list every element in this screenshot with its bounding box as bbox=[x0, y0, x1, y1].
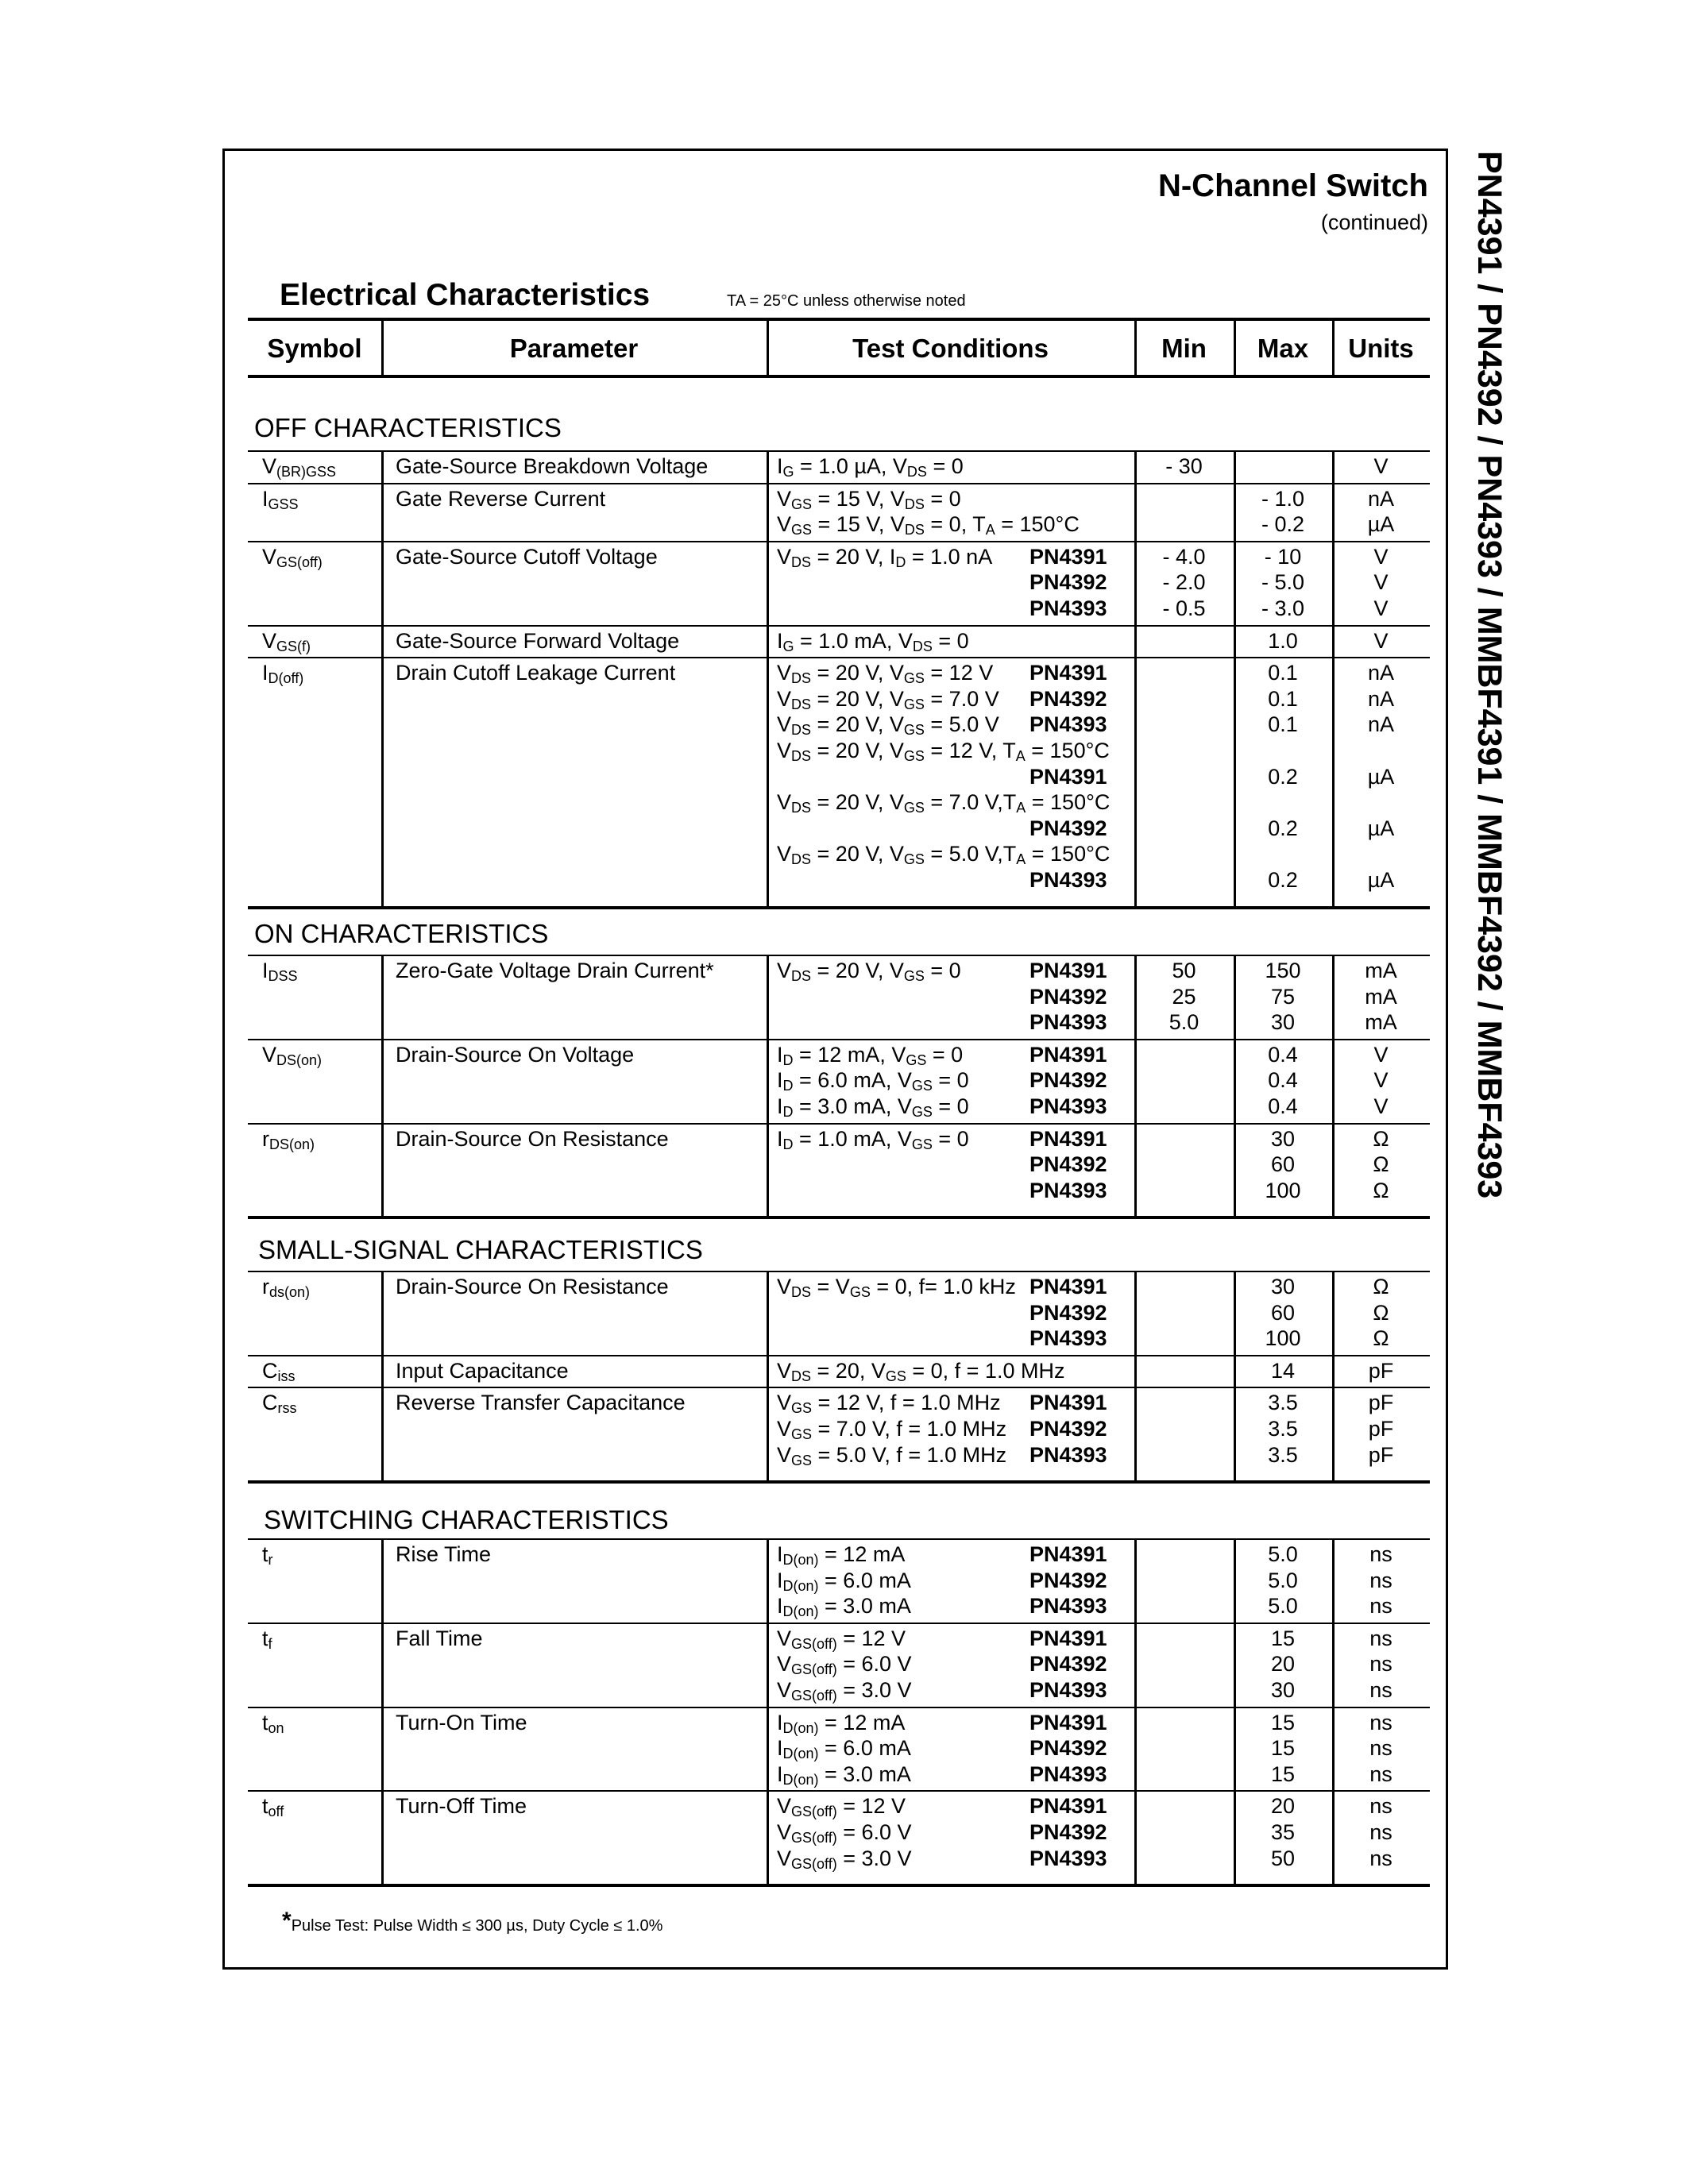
unit-value: nA bbox=[1367, 486, 1395, 511]
col-separator bbox=[1234, 450, 1236, 906]
part-number: PN4391 bbox=[1029, 1275, 1107, 1298]
row-separator bbox=[248, 483, 1430, 484]
row-separator bbox=[248, 1039, 1430, 1040]
parameter-cell: Zero-Gate Voltage Drain Current* bbox=[396, 959, 714, 982]
col-separator bbox=[381, 1538, 384, 1884]
max-value: 150 bbox=[1265, 959, 1301, 982]
part-number: PN4392 bbox=[1029, 1068, 1107, 1093]
col-separator bbox=[767, 1271, 769, 1480]
parameter-cell: Fall Time bbox=[396, 1626, 483, 1650]
unit-value: ns bbox=[1369, 1626, 1393, 1650]
ta-note: TA = 25°C unless otherwise noted bbox=[727, 292, 966, 310]
parameter-cell: Rise Time bbox=[396, 1542, 492, 1566]
parameter-cell: Drain-Source On Resistance bbox=[396, 1275, 669, 1298]
min-value: - 4.0 bbox=[1162, 544, 1206, 569]
column-header-units: Units bbox=[1348, 334, 1414, 363]
parameter-cell: Drain-Source On Voltage bbox=[396, 1042, 635, 1067]
unit-value: ns bbox=[1369, 1846, 1393, 1870]
group-bottom-rule bbox=[248, 906, 1430, 909]
max-value: 60 bbox=[1270, 1152, 1296, 1177]
col-separator bbox=[1134, 450, 1137, 906]
row-separator bbox=[248, 1387, 1430, 1388]
symbol-cell: $r_{ds(on)}$ bbox=[262, 1275, 311, 1300]
max-value: 3.5 bbox=[1268, 1391, 1298, 1415]
parameter-cell: Gate-Source Cutoff Voltage bbox=[396, 544, 658, 569]
unit-value: ns bbox=[1369, 1794, 1393, 1819]
test-condition: $V_{GS} = 5.0$ V, f = 1.0 MHz bbox=[777, 1442, 1007, 1468]
test-condition: $V_{DS} = 20$ V, $I_D = 1.0$ nA bbox=[777, 544, 993, 570]
test-condition: $I_{D(on)} = 12$ mA bbox=[777, 1542, 906, 1568]
min-value: - 0.5 bbox=[1162, 596, 1206, 620]
unit-value: µA bbox=[1367, 816, 1395, 840]
part-number: PN4391 bbox=[1029, 544, 1107, 569]
part-number: PN4393 bbox=[1029, 1178, 1107, 1202]
header-subtitle: (continued) bbox=[1320, 210, 1428, 234]
symbol-cell: $t_{off}$ bbox=[262, 1794, 284, 1820]
part-number: PN4393 bbox=[1029, 596, 1107, 620]
max-value: - 5.0 bbox=[1261, 570, 1305, 595]
row-separator bbox=[248, 1355, 1430, 1356]
unit-value: V bbox=[1373, 570, 1389, 595]
part-number: PN4393 bbox=[1029, 1442, 1107, 1467]
max-value: 0.1 bbox=[1268, 686, 1298, 711]
unit-value: ns bbox=[1369, 1761, 1393, 1786]
part-number: PN4391 bbox=[1029, 1794, 1107, 1819]
col-separator bbox=[767, 955, 769, 1216]
unit-value: ns bbox=[1369, 1568, 1393, 1592]
parameter-cell: Input Capacitance bbox=[396, 1358, 569, 1383]
max-value: 15 bbox=[1270, 1761, 1296, 1786]
max-value: 60 bbox=[1270, 1300, 1296, 1325]
part-number: PN4391 bbox=[1029, 1126, 1107, 1151]
col-separator bbox=[767, 450, 769, 906]
part-number: PN4392 bbox=[1029, 1736, 1107, 1761]
unit-value: V bbox=[1373, 628, 1389, 653]
test-condition: $V_{GS} = 12$ V, f = 1.0 MHz bbox=[777, 1391, 1001, 1417]
part-number: PN4391 bbox=[1029, 1710, 1107, 1734]
part-number: PN4391 bbox=[1029, 1391, 1107, 1415]
part-number: PN4392 bbox=[1029, 1652, 1107, 1677]
max-value: - 10 bbox=[1264, 544, 1302, 569]
max-value: 30 bbox=[1270, 1010, 1296, 1035]
test-condition: $V_{GS(off)} = 3.0$ V bbox=[777, 1846, 912, 1872]
symbol-cell: $I_{DSS}$ bbox=[262, 959, 298, 984]
column-header-test-conditions: Test Conditions bbox=[852, 334, 1049, 363]
unit-value: nA bbox=[1367, 712, 1395, 737]
group-bottom-rule bbox=[248, 1216, 1430, 1219]
test-condition: $I_G = 1.0$ µA, $V_{DS} = 0$ bbox=[777, 454, 964, 480]
part-number: PN4391 bbox=[1029, 1542, 1107, 1566]
symbol-cell: $V_{DS(on)}$ bbox=[262, 1042, 323, 1068]
part-number: PN4392 bbox=[1029, 1820, 1107, 1844]
max-value: 35 bbox=[1270, 1820, 1296, 1844]
test-condition: $V_{DS} = 20$ V, $V_{GS} = 12$ V bbox=[777, 661, 994, 687]
test-condition: $I_{D(on)} = 3.0$ mA bbox=[777, 1594, 911, 1620]
unit-value: ns bbox=[1369, 1736, 1393, 1761]
column-header-symbol: Symbol bbox=[267, 334, 362, 363]
max-value: 3.5 bbox=[1268, 1442, 1298, 1467]
unit-value: Ω bbox=[1373, 1126, 1389, 1151]
min-value: 5.0 bbox=[1168, 1010, 1199, 1035]
test-condition: $V_{DS} = 20$ V, $V_{GS} = 5.0$ V bbox=[777, 712, 999, 739]
unit-value: V bbox=[1373, 1042, 1389, 1067]
parameter-cell: Reverse Transfer Capacitance bbox=[396, 1391, 686, 1415]
part-number: PN4393 bbox=[1029, 868, 1107, 892]
part-number: PN4391 bbox=[1029, 764, 1107, 789]
unit-value: Ω bbox=[1373, 1178, 1389, 1202]
symbol-cell: $V_{(BR)GSS}$ bbox=[262, 454, 337, 480]
unit-value: V bbox=[1373, 544, 1389, 569]
test-condition: $V_{GS(off)} = 12$ V bbox=[777, 1626, 906, 1652]
unit-value: nA bbox=[1367, 686, 1395, 711]
max-value: 100 bbox=[1265, 1326, 1301, 1351]
part-number: PN4393 bbox=[1029, 1678, 1107, 1702]
row-separator bbox=[248, 541, 1430, 542]
unit-value: V bbox=[1373, 454, 1389, 478]
unit-value: pF bbox=[1368, 1391, 1394, 1415]
min-value: 25 bbox=[1172, 984, 1196, 1009]
part-number: PN4393 bbox=[1029, 1326, 1107, 1351]
section-heading: SWITCHING CHARACTERISTICS bbox=[264, 1505, 669, 1534]
parameter-cell: Drain-Source On Resistance bbox=[396, 1126, 669, 1151]
max-value: 15 bbox=[1270, 1710, 1296, 1734]
symbol-cell: $I_{D(off)}$ bbox=[262, 661, 304, 687]
max-value: 0.2 bbox=[1268, 868, 1298, 892]
row-separator bbox=[248, 1623, 1430, 1624]
max-value: 30 bbox=[1270, 1678, 1296, 1702]
test-condition: $I_D = 12$ mA, $V_{GS} = 0$ bbox=[777, 1042, 964, 1068]
row-separator bbox=[248, 657, 1430, 658]
unit-value: V bbox=[1373, 596, 1389, 620]
test-condition: $V_{GS(off)} = 3.0$ V bbox=[777, 1678, 912, 1704]
unit-value: V bbox=[1373, 1094, 1389, 1118]
max-value: 0.2 bbox=[1268, 764, 1298, 789]
max-value: - 0.2 bbox=[1261, 512, 1305, 537]
col-separator bbox=[1134, 1271, 1137, 1480]
col-separator bbox=[1234, 1538, 1236, 1884]
unit-value: mA bbox=[1365, 1010, 1397, 1035]
test-condition: $V_{GS} = 15$ V, $V_{DS} = 0$, $T_A = 150^\circ C$ bbox=[777, 512, 1080, 538]
column-header-max: Max bbox=[1257, 334, 1309, 363]
part-number: PN4393 bbox=[1029, 1846, 1107, 1870]
max-value: 15 bbox=[1270, 1736, 1296, 1761]
section-heading: OFF CHARACTERISTICS bbox=[254, 413, 562, 442]
group-bottom-rule bbox=[248, 1480, 1430, 1484]
section-heading: ON CHARACTERISTICS bbox=[254, 919, 549, 948]
footnote bbox=[282, 1908, 662, 1935]
part-number: PN4393 bbox=[1029, 1594, 1107, 1619]
part-number: PN4393 bbox=[1029, 1761, 1107, 1786]
test-condition: $V_{DS} = V_{GS} = 0$, f= 1.0 kHz bbox=[777, 1275, 1016, 1300]
parameter-cell: Gate Reverse Current bbox=[396, 486, 606, 511]
min-value: - 2.0 bbox=[1162, 570, 1206, 595]
column-header-min: Min bbox=[1161, 334, 1207, 363]
col-separator bbox=[1332, 450, 1335, 906]
unit-value: pF bbox=[1368, 1417, 1394, 1441]
part-number: PN4391 bbox=[1029, 1042, 1107, 1067]
max-value: 30 bbox=[1270, 1126, 1296, 1151]
part-number: PN4392 bbox=[1029, 984, 1107, 1009]
max-value: 50 bbox=[1270, 1846, 1296, 1870]
max-value: 1.0 bbox=[1268, 628, 1298, 653]
symbol-cell: $t_r$ bbox=[262, 1542, 273, 1568]
max-value: 0.4 bbox=[1268, 1042, 1298, 1067]
footnote-star: * bbox=[282, 1908, 292, 1934]
test-condition: $I_D = 6.0$ mA, $V_{GS} = 0$ bbox=[777, 1068, 969, 1094]
max-value: 0.2 bbox=[1268, 816, 1298, 840]
part-number: PN4393 bbox=[1029, 1010, 1107, 1035]
test-condition: $V_{DS} = 20$ V, $V_{GS} = 7.0$ $V,T_A = 150^\circ C$ bbox=[777, 790, 1111, 816]
test-condition: $V_{DS} = 20$ V, $V_{GS} = 7.0$ V bbox=[777, 686, 999, 712]
row-separator bbox=[248, 625, 1430, 627]
parameter-cell: Turn-Off Time bbox=[396, 1794, 527, 1819]
col-separator bbox=[1332, 1538, 1335, 1884]
max-value: 0.1 bbox=[1268, 712, 1298, 737]
col-separator bbox=[1332, 1271, 1335, 1480]
unit-value: ns bbox=[1369, 1594, 1393, 1619]
section-heading: SMALL-SIGNAL CHARACTERISTICS bbox=[258, 1235, 703, 1264]
col-separator bbox=[767, 1538, 769, 1884]
test-condition: $I_{D(on)} = 12$ mA bbox=[777, 1710, 906, 1736]
max-value: - 1.0 bbox=[1261, 486, 1305, 511]
unit-value: µA bbox=[1367, 764, 1395, 789]
symbol-cell: $C_{iss}$ bbox=[262, 1358, 295, 1384]
max-value: 0.1 bbox=[1268, 661, 1298, 685]
row-separator bbox=[248, 1790, 1430, 1792]
unit-value: V bbox=[1373, 1068, 1389, 1093]
parameter-cell: Turn-On Time bbox=[396, 1710, 527, 1734]
row-separator bbox=[248, 955, 1430, 956]
part-number: PN4392 bbox=[1029, 686, 1107, 711]
test-condition: $I_{D(on)} = 6.0$ mA bbox=[777, 1736, 911, 1762]
test-condition: $V_{DS} = 20$ V, $V_{GS} = 12$ V, $T_A = 150^\circ C$ bbox=[777, 739, 1110, 764]
unit-value: ns bbox=[1369, 1678, 1393, 1702]
max-value: - 3.0 bbox=[1261, 596, 1305, 620]
symbol-cell: $t_{on}$ bbox=[262, 1710, 284, 1736]
unit-value: nA bbox=[1367, 661, 1395, 685]
part-number: PN4392 bbox=[1029, 1568, 1107, 1592]
symbol-cell: $C_{rss}$ bbox=[262, 1391, 297, 1417]
max-value: 30 bbox=[1270, 1275, 1296, 1298]
symbol-cell: $V_{GS(off)}$ bbox=[262, 544, 323, 570]
test-condition: $V_{DS} = 20$ V, $V_{GS} = 0$ bbox=[777, 959, 961, 984]
unit-value: µA bbox=[1367, 868, 1395, 892]
unit-value: Ω bbox=[1373, 1300, 1389, 1325]
column-header-parameter: Parameter bbox=[509, 334, 639, 363]
max-value: 5.0 bbox=[1268, 1594, 1298, 1619]
part-number: PN4393 bbox=[1029, 1094, 1107, 1118]
symbol-cell: $I_{GSS}$ bbox=[262, 486, 299, 512]
row-separator bbox=[248, 1538, 1430, 1540]
symbol-cell: $t_f$ bbox=[262, 1626, 272, 1652]
unit-value: ns bbox=[1369, 1542, 1393, 1566]
part-number: PN4392 bbox=[1029, 1152, 1107, 1177]
section-title: Electrical Characteristics bbox=[280, 278, 651, 312]
unit-value: pF bbox=[1368, 1358, 1394, 1383]
max-value: 5.0 bbox=[1268, 1568, 1298, 1592]
col-separator bbox=[1234, 955, 1236, 1216]
unit-value: ns bbox=[1369, 1652, 1393, 1677]
part-number: PN4392 bbox=[1029, 1417, 1107, 1441]
part-number: PN4392 bbox=[1029, 816, 1107, 840]
row-separator bbox=[248, 450, 1430, 452]
unit-value: mA bbox=[1365, 959, 1397, 982]
max-value: 100 bbox=[1265, 1178, 1301, 1202]
max-value: 5.0 bbox=[1268, 1542, 1298, 1566]
part-number: PN4391 bbox=[1029, 1626, 1107, 1650]
parameter-cell: Drain Cutoff Leakage Current bbox=[396, 661, 676, 685]
test-condition: $I_D = 3.0$ mA, $V_{GS} = 0$ bbox=[777, 1094, 969, 1120]
parameter-cell: Gate-Source Breakdown Voltage bbox=[396, 454, 709, 478]
footnote-text: Pulse Test: Pulse Width ≤ 300 µs, Duty Cycle ≤ 1.0% bbox=[291, 1917, 663, 1935]
col-separator bbox=[1332, 955, 1335, 1216]
min-value: 50 bbox=[1172, 959, 1196, 982]
symbol-cell: $V_{GS(f)}$ bbox=[262, 628, 311, 654]
col-separator bbox=[381, 1271, 384, 1480]
test-condition: $I_{D(on)} = 6.0$ mA bbox=[777, 1568, 911, 1594]
unit-value: pF bbox=[1368, 1442, 1394, 1467]
row-separator bbox=[248, 1707, 1430, 1708]
col-separator bbox=[381, 955, 384, 1216]
unit-value: Ω bbox=[1373, 1152, 1389, 1177]
col-separator bbox=[1134, 1538, 1137, 1884]
max-value: 15 bbox=[1270, 1626, 1296, 1650]
unit-value: mA bbox=[1365, 984, 1397, 1009]
max-value: 20 bbox=[1270, 1652, 1296, 1677]
col-separator bbox=[1234, 1271, 1236, 1480]
max-value: 0.4 bbox=[1268, 1068, 1298, 1093]
test-condition: $V_{GS} = 15$ V, $V_{DS} = 0$ bbox=[777, 486, 961, 512]
test-condition: $I_{D(on)} = 3.0$ mA bbox=[777, 1761, 911, 1788]
row-separator bbox=[248, 1123, 1430, 1125]
part-number: PN4392 bbox=[1029, 570, 1107, 595]
test-condition: $V_{GS(off)} = 6.0$ V bbox=[777, 1652, 912, 1678]
group-bottom-rule bbox=[248, 1884, 1430, 1887]
max-value: 14 bbox=[1270, 1358, 1296, 1383]
max-value: 3.5 bbox=[1268, 1417, 1298, 1441]
unit-value: ns bbox=[1369, 1820, 1393, 1844]
max-value: 20 bbox=[1270, 1794, 1296, 1819]
max-value: 75 bbox=[1270, 984, 1296, 1009]
row-separator bbox=[248, 1271, 1430, 1272]
symbol-cell: $r_{DS(on)}$ bbox=[262, 1126, 315, 1152]
part-number: PN4393 bbox=[1029, 712, 1107, 737]
min-value: - 30 bbox=[1165, 454, 1203, 478]
unit-value: Ω bbox=[1373, 1275, 1389, 1298]
part-number: PN4391 bbox=[1029, 661, 1107, 685]
max-value: 0.4 bbox=[1268, 1094, 1298, 1118]
unit-value: µA bbox=[1367, 512, 1395, 537]
test-condition: $I_G = 1.0$ mA, $V_{DS} = 0$ bbox=[777, 628, 969, 654]
unit-value: ns bbox=[1369, 1710, 1393, 1734]
test-condition: $V_{GS(off)} = 6.0$ V bbox=[777, 1820, 912, 1846]
test-condition: $V_{GS(off)} = 12$ V bbox=[777, 1794, 906, 1820]
test-condition: $V_{GS} = 7.0$ V, f = 1.0 MHz bbox=[777, 1417, 1007, 1442]
part-number: PN4392 bbox=[1029, 1300, 1107, 1325]
side-title: PN4391 / PN4392 / PN4393 / MMBF4391 / MMBF4392 / MMBF4393 bbox=[1470, 151, 1508, 1199]
header-title: N-Channel Switch bbox=[1157, 168, 1428, 203]
test-condition: $V_{DS} = 20$ V, $V_{GS} = 5.0$ $V,T_A = 150^\circ C$ bbox=[777, 842, 1111, 868]
parameter-cell: Gate-Source Forward Voltage bbox=[396, 628, 680, 653]
test-condition: $I_D = 1.0$ mA, $V_{GS} = 0$ bbox=[777, 1126, 969, 1152]
part-number: PN4391 bbox=[1029, 959, 1107, 982]
unit-value: Ω bbox=[1373, 1326, 1389, 1351]
test-condition: $V_{DS} = 20$, $V_{GS} = 0$, f = 1.0 MHz bbox=[777, 1358, 1065, 1384]
col-separator bbox=[1134, 955, 1137, 1216]
col-separator bbox=[381, 450, 384, 906]
